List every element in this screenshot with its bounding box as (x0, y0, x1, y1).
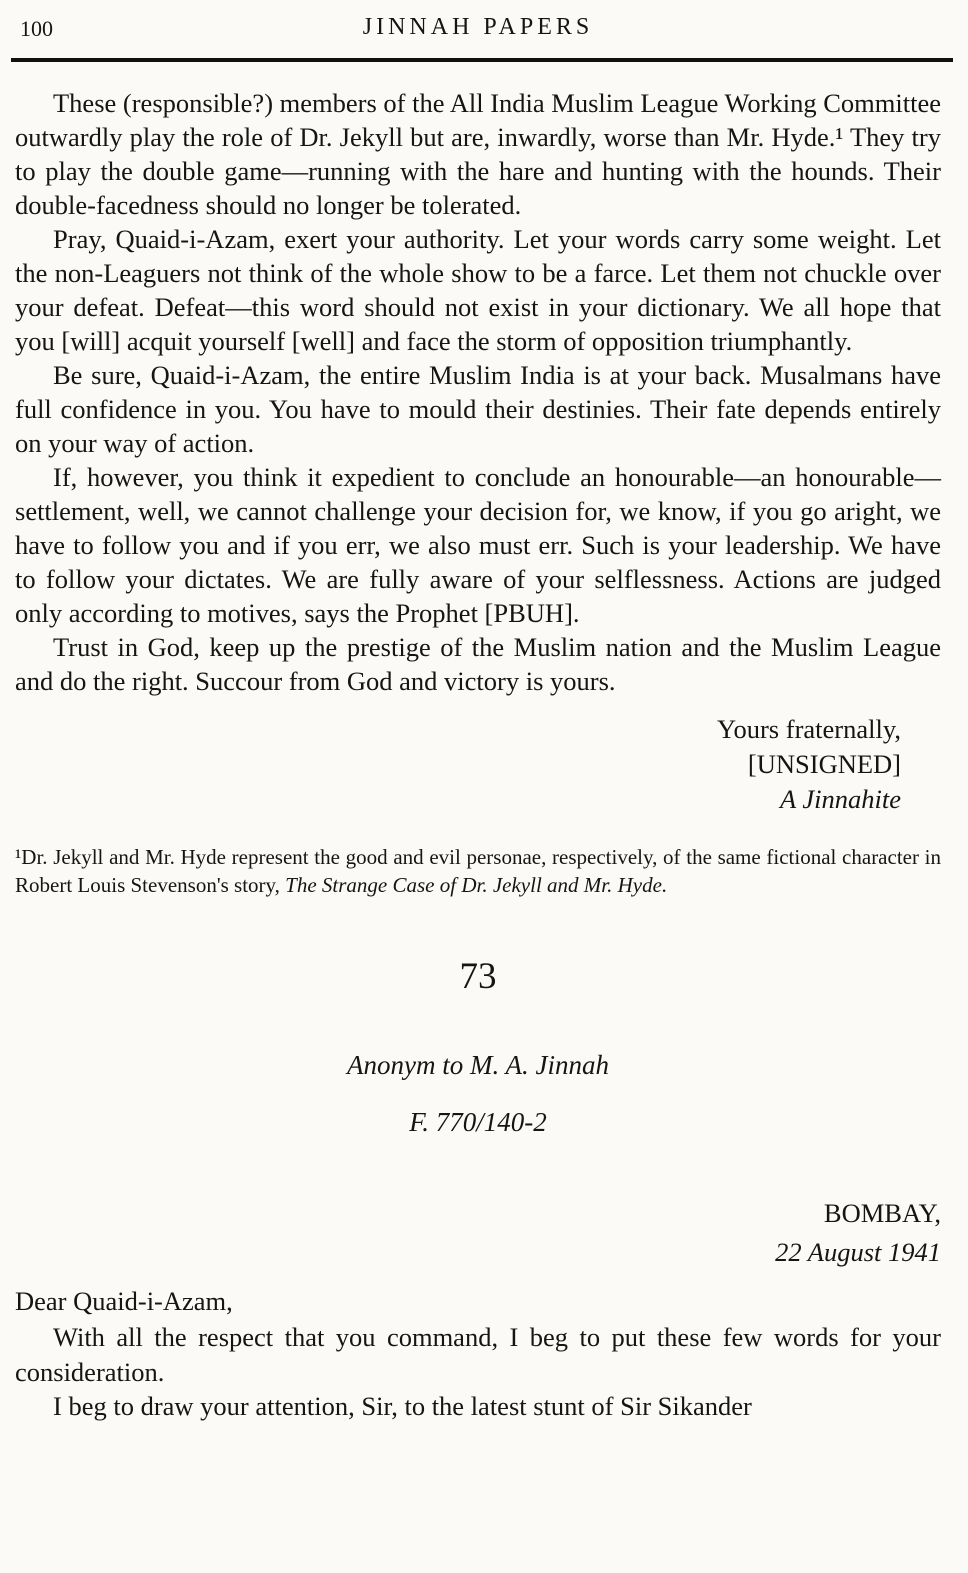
letter2-date: 22 August 1941 (775, 1237, 941, 1267)
letter1-paragraph: Pray, Quaid-i-Azam, exert your authority. Let your words carry some weight. Let the non-Leaguers not think of the whole show to be a farce. Let them not chuckle over your defeat. Defeat—this word should not exist in your dictionary. We all hope that you [will] acquit yourself [well] and face the storm of opposition triumphantly. (15, 224, 941, 356)
letter1-paragraph: Trust in God, keep up the prestige of the Muslim nation and the Muslim League and do the right. Succour from God and victory is yours. (15, 632, 941, 696)
letter2-dateline (15, 1194, 941, 1272)
letter1-paragraph: If, however, you think it expedient to conclude an honourable—an honourable—settlement, well, we cannot challenge your decision for, we know, if you go aright, we have to follow you and if you err, we also must err. Such is your leadership. We have to follow your dictates. We are fully aware of your selflessness. Actions are judged only according to motives, says the Prophet [PBUH]. (15, 462, 941, 628)
closing-signature: A Jinnahite (780, 784, 901, 814)
closing-unsigned: [UNSIGNED] (747, 749, 901, 779)
closing-valediction: Yours fraternally, (717, 714, 901, 744)
letter2-file-reference: F. 770/140-2 (409, 1107, 547, 1137)
footnote-text: ¹Dr. Jekyll and Mr. Hyde represent the good and evil personae, respectively, of the same fictional character in Robert Louis Stevenson's story, (15, 845, 941, 897)
letter2-heading: Anonym to M. A. Jinnah (347, 1050, 609, 1080)
letter1-closing (15, 712, 941, 817)
header-rule (11, 58, 953, 62)
letter1-paragraph: Be sure, Quaid-i-Azam, the entire Muslim India is at your back. Musalmans have full confidence in you. You have to mould their destinies. Their fate depends entirely on your way of action. (15, 360, 941, 458)
footnote-book-title: The Strange Case of Dr. Jekyll and Mr. Hyde. (285, 873, 668, 897)
page-number: 100 (20, 16, 53, 41)
letter2-place: BOMBAY, (823, 1198, 941, 1228)
footnote (15, 843, 941, 899)
letter2-salutation: Dear Quaid-i-Azam, (15, 1286, 233, 1316)
letter2-paragraph: With all the respect that you command, I beg to put these few words for your consideration. (15, 1322, 941, 1387)
letter1-body (15, 86, 941, 698)
letter2-paragraph: I beg to draw your attention, Sir, to the latest stunt of Sir Sikander (53, 1391, 752, 1421)
letter1-paragraph: These (responsible?) members of the All India Muslim League Working Committee outwardly play the role of Dr. Jekyll but are, inwardly, worse than Mr. Hyde.¹ They try to play the double game—running with the hare and hunting with the hounds. Their double-facedness should no longer be tolerated. (15, 88, 941, 220)
running-title: JINNAH PAPERS (362, 14, 594, 40)
section-number: 73 (459, 956, 497, 997)
letter2-body (15, 1320, 941, 1424)
running-head (15, 12, 941, 54)
